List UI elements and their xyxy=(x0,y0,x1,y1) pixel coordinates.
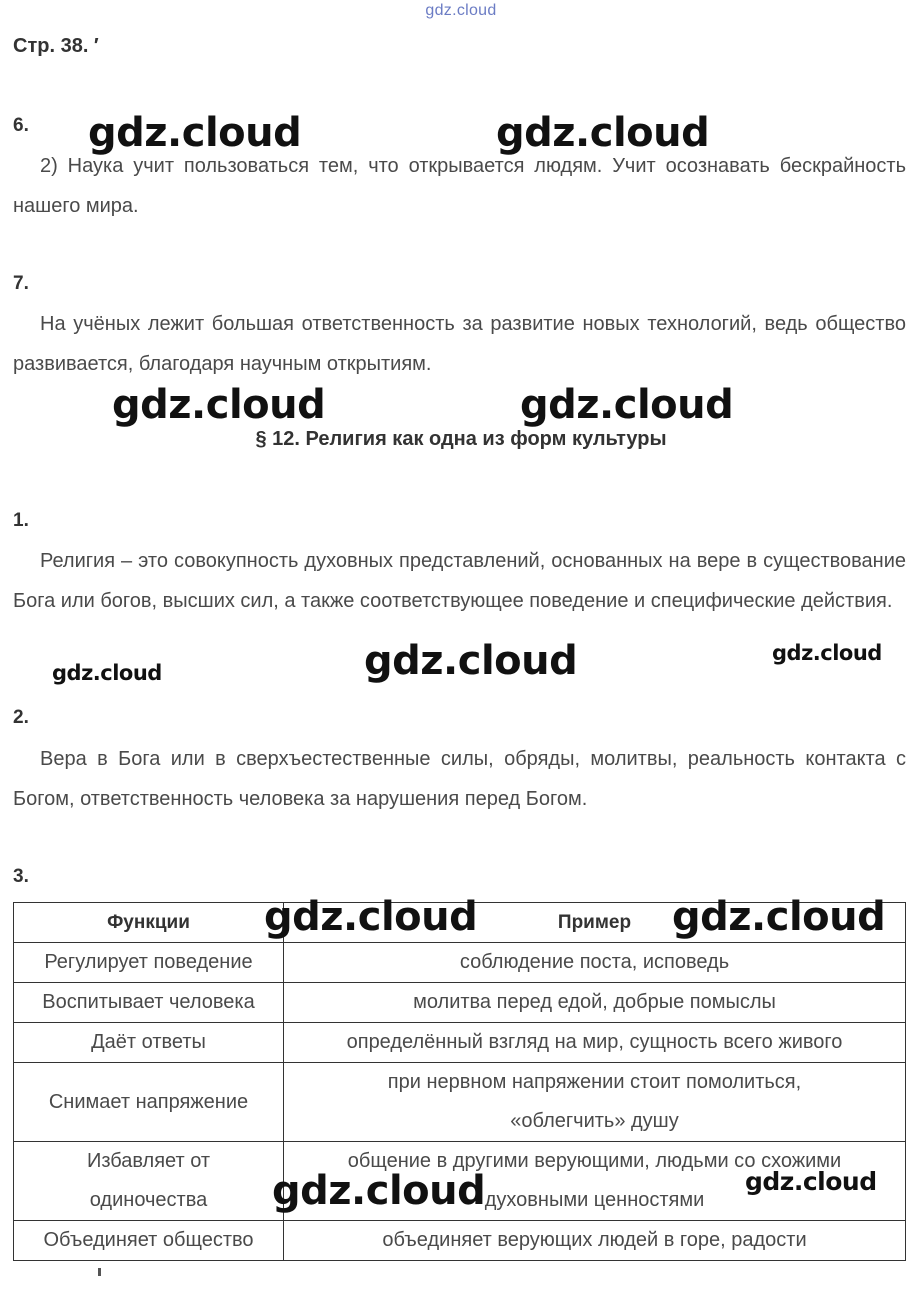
question-6-answer xyxy=(13,146,906,226)
section-question-2-text: Вера в Бога или в сверхъестественные силы, обряды, молитвы, реальность контакта с Богом, ответственность человека за нарушения перед Богом. xyxy=(13,748,906,810)
question-6-text: 2) Наука учит пользоваться тем, что открывается людям. Учит осознавать бескрайность нашего мира. xyxy=(13,155,906,217)
question-6-number: 6. xyxy=(13,115,29,136)
question-7-number: 7. xyxy=(13,273,29,294)
table-row xyxy=(14,983,906,1023)
stray-mark xyxy=(98,1268,101,1276)
table-row xyxy=(14,1221,906,1261)
table-row xyxy=(14,1063,906,1142)
table-cell-example: определённый взгляд на мир, сущность всего живого xyxy=(284,1023,906,1063)
watermark: gdz.cloud xyxy=(364,638,578,684)
table-cell-example: общение в другими верующими, людьми со схожими духовными ценностями xyxy=(284,1142,906,1221)
question-7-answer xyxy=(13,304,906,384)
site-tag: gdz.cloud xyxy=(425,2,497,19)
watermark: gdz.cloud xyxy=(772,641,882,665)
watermark: gdz.cloud xyxy=(88,110,302,156)
table-cell-function: Воспитывает человека xyxy=(14,983,284,1023)
watermark: gdz.cloud xyxy=(672,894,886,940)
section-question-2-number: 2. xyxy=(13,707,29,728)
section-question-1-number: 1. xyxy=(13,510,29,531)
section-question-3-number: 3. xyxy=(13,866,29,887)
watermark: gdz.cloud xyxy=(112,382,326,428)
watermark: gdz.cloud xyxy=(52,661,162,685)
table-row xyxy=(14,1023,906,1063)
table-row xyxy=(14,943,906,983)
table-cell-example: объединяет верующих людей в горе, радости xyxy=(284,1221,906,1261)
section-question-2-answer xyxy=(13,739,906,819)
section-question-1-answer xyxy=(13,541,906,621)
watermark: gdz.cloud xyxy=(264,894,478,940)
table-cell-function: Регулирует поведение xyxy=(14,943,284,983)
watermark: gdz.cloud xyxy=(272,1168,486,1214)
table-cell-function: Снимает напряжение xyxy=(14,1063,284,1142)
table-header-example: Пример xyxy=(284,903,906,943)
question-7-text: На учёных лежит большая ответственность за развитие новых технологий, ведь общество развивается, благодаря научным открытиям. xyxy=(13,313,906,375)
table-cell-example: при нервном напряжении стоит помолиться, «облегчить» душу xyxy=(284,1063,906,1142)
section-question-1-text: Религия – это совокупность духовных представлений, основанных на вере в существование Бога или богов, высших сил, а также соответствующее поведение и специфические действия. xyxy=(13,550,906,612)
watermark: gdz.cloud xyxy=(745,1167,877,1196)
page-header: Стр. 38. ′ xyxy=(13,35,99,57)
table-cell-function: Даёт ответы xyxy=(14,1023,284,1063)
watermark: gdz.cloud xyxy=(520,382,734,428)
table-cell-function: Объединяет общество xyxy=(14,1221,284,1261)
table-header-functions: Функции xyxy=(14,903,284,943)
table-cell-example: молитва перед едой, добрые помыслы xyxy=(284,983,906,1023)
watermark: gdz.cloud xyxy=(496,110,710,156)
table-cell-function: Избавляет от одиночества xyxy=(14,1142,284,1221)
section-title: § 12. Религия как одна из форм культуры xyxy=(255,428,667,450)
table-cell-example: соблюдение поста, исповедь xyxy=(284,943,906,983)
